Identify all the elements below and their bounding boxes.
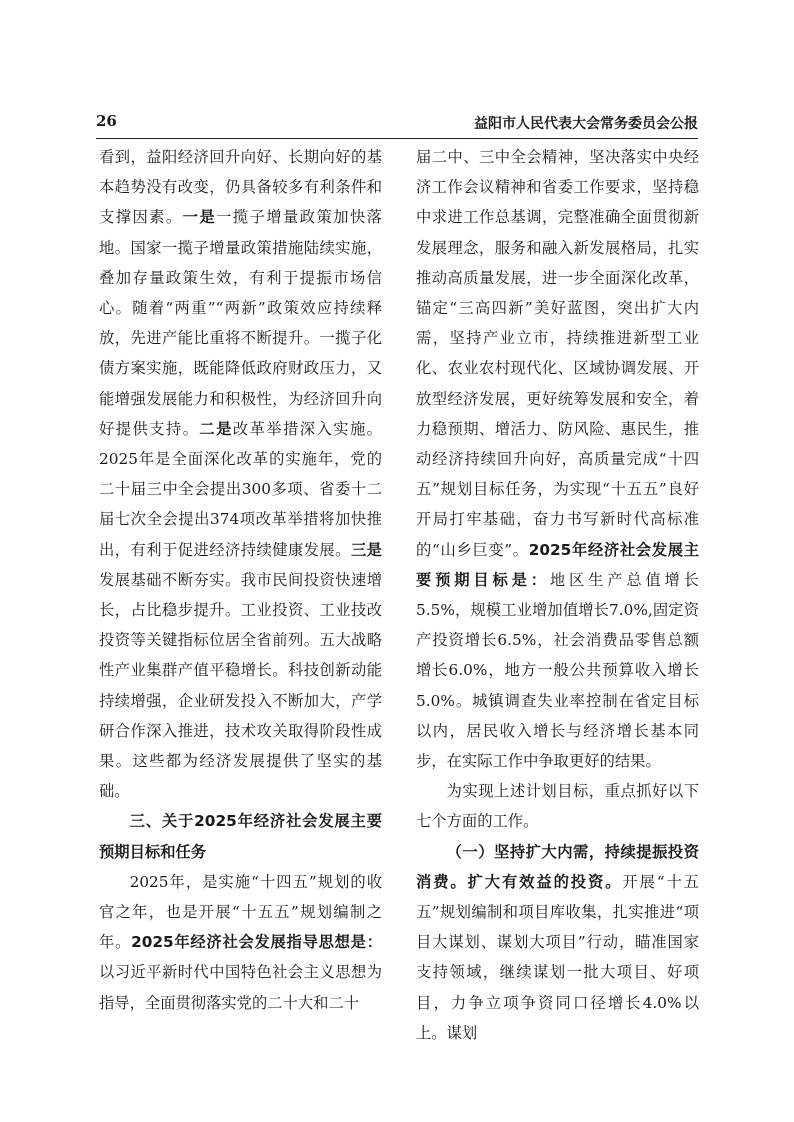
bold-run: 扩大有效益的投资。 [467, 872, 623, 891]
bold-run: 2025年经济社会发展主要预期目标是： [416, 540, 699, 589]
right-paragraph-3 [416, 837, 699, 1048]
text-run: 地区生产总值增长5.5%，规模工业增加值增长7.0%,固定资产投资增长6.5%，社会消费品零售总额增长6.0%，地方一般公共预算收入增长5.0%。城镇调查失业率控制在省定目标以内，居民收入增长与经济增长基本同步，在实际工作中争取更好的结果。 [416, 570, 699, 771]
page-number: 26 [96, 112, 117, 130]
right-paragraph-1 [416, 142, 699, 776]
bold-run: 二是 [199, 419, 233, 438]
header-rule [96, 138, 698, 139]
right-paragraph-2: 为实现上述计划目标，重点抓好以下七个方面的工作。 [416, 782, 699, 831]
left-paragraph-2 [99, 867, 382, 1018]
text-run: 2025年，是实施“十四五”规划的收官之年，也是开展“十五五”规划编制之年。 [99, 872, 382, 952]
text-run: 一揽子增量政策加快落地。国家一揽子增量政策措施陆续实施，叠加存量政策生效，有利于提振市场信心。随着“两重”“两新”政策效应持续释放，先进产能比重将不断提升。一揽子化债方案实施，既能降低政府财政压力，又能增强发展能力和积极性，为经济回升向好提供支持。 [99, 208, 382, 438]
bold-run: 三是 [350, 540, 382, 559]
text-run: 发展基础不断夯实。我市民间投资快速增长，占比稳步提升。工业投资、工业技改投资等关键指标位居全省前列。五大战略性产业集群产值平稳增长。科技创新动能持续增强，企业研发投入不断加大，产学研合作深入推进，技术攻关取得阶段性成果。这些都为经济发展提供了坚实的基础。 [99, 570, 382, 801]
subsection-heading-1: （一）坚持扩大内需，持续提振投资消费。 [416, 842, 699, 891]
publication-title: 益阳市人民代表大会常务委员会公报 [474, 116, 698, 132]
text-run: 以习近平新时代中国特色社会主义思想为指导，全面贯彻落实党的二十大和二十 [99, 963, 382, 1012]
bold-run: 2025年经济社会发展指导思想是： [131, 933, 382, 952]
text-run: 改革举措深入实施。2025年是全面深化改革的实施年，党的二十届三中全会提出300多项、省委十二届七次全会提出374项改革举措将加快推出，有利于促进经济持续健康发展。 [99, 419, 382, 559]
right-column [416, 142, 699, 1048]
bold-run: 一是 [182, 208, 217, 227]
left-paragraph-1 [99, 142, 382, 806]
page-header [96, 112, 698, 136]
left-column [99, 142, 382, 1018]
text-run: 开展“十五五”规划编制和项目库收集，扎实推进“项目大谋划、谋划大项目”行动，瞄准国家支持领域，继续谋划一批大项目、好项目，力争立项争资同口径增长4.0%以上。谋划 [416, 872, 699, 1042]
text-run: 看到，益阳经济回升向好、长期向好的基本趋势没有改变，仍具备较多有利条件和支撑因素。 [99, 148, 382, 227]
text-run: 届二中、三中全会精神，坚决落实中央经济工作会议精神和省委工作要求，坚持稳中求进工作总基调，完整准确全面贯彻新发展理念，服务和融入新发展格局，扎实推动高质量发展，进一步全面深化改革，锚定“三高四新”美好蓝图，突出扩大内需，坚持产业立市，持续推进新型工业化、农业农村现代化、区域协调发展、开放型经济发展，更好统筹发展和安全，着力稳预期、增活力、防风险、惠民生，推动经济持续回升向好，高质量完成“十四五”规划目标任务，为实现“十五五”良好开局打牢基础，奋力书写新时代高标准的“山乡巨变”。 [416, 148, 699, 559]
section-heading-3: 三、关于2025年经济社会发展主要预期目标和任务 [99, 812, 382, 861]
